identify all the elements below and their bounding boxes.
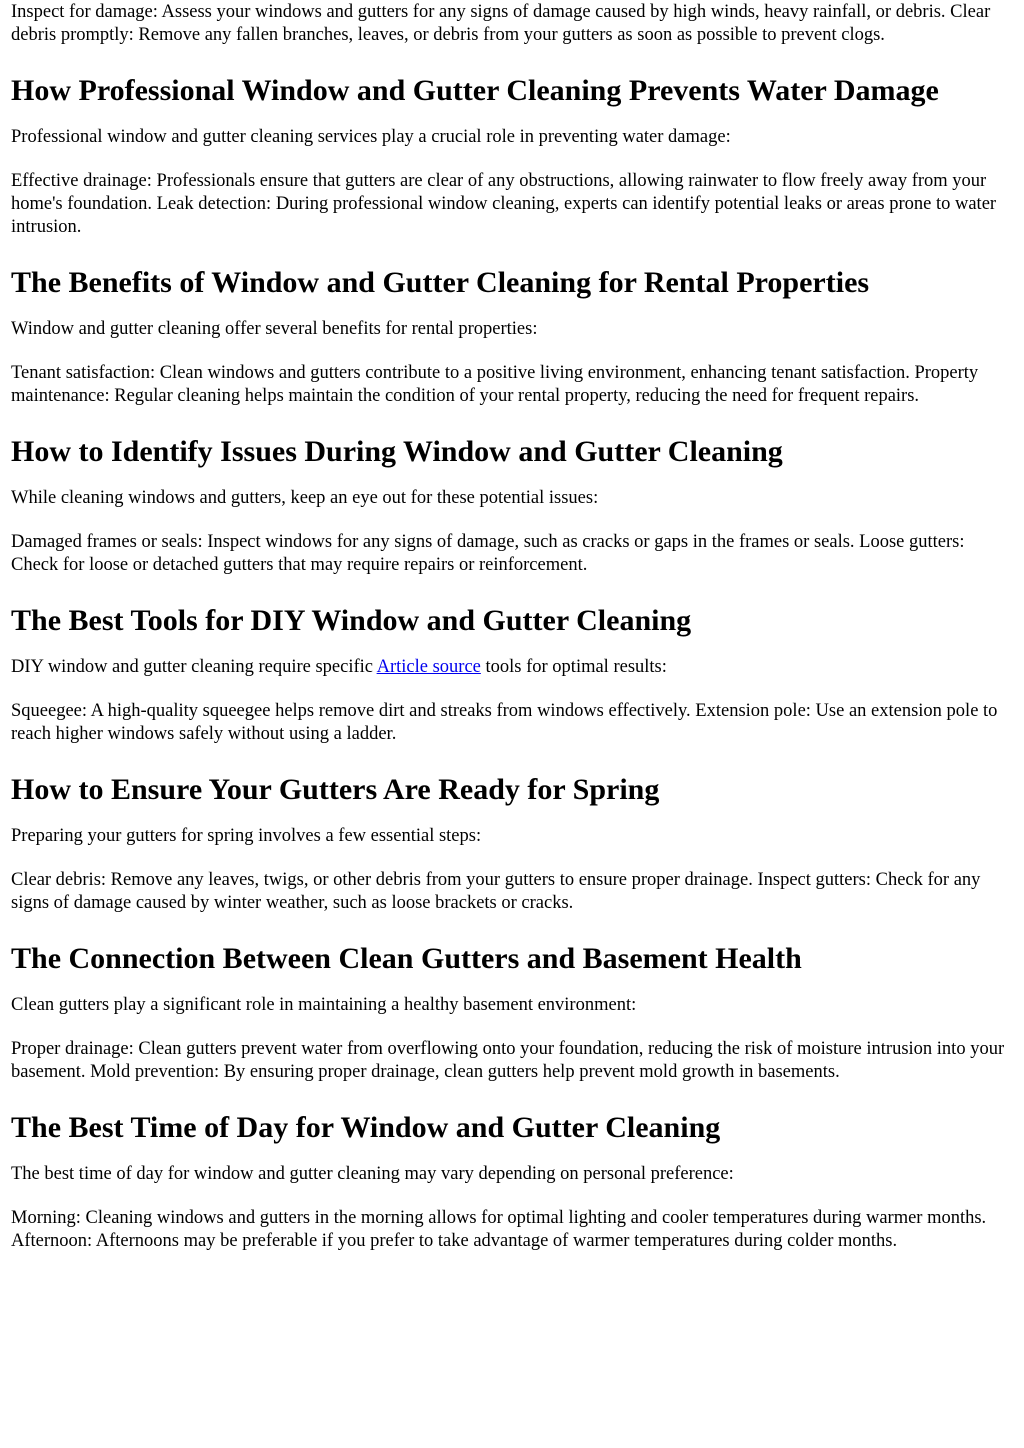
section-body-paragraph: Proper drainage: Clean gutters prevent water from overflowing onto your foundation, reducing the risk of moisture intrusion into your basement. Mold prevention: By ensuring proper drainage, clean gutters help prevent mold growth in basements.	[11, 1039, 1005, 1082]
section-best-time-of-day	[11, 1111, 1015, 1253]
section-lead-paragraph: Professional window and gutter cleaning services play a crucial role in preventing water damage:	[11, 127, 731, 147]
section-lead-paragraph: The best time of day for window and gutter cleaning may vary depending on personal preference:	[11, 1164, 734, 1184]
section-body-paragraph: Squeegee: A high-quality squeegee helps remove dirt and streaks from windows effectively. Extension pole: Use an extension pole to reach higher windows safely without using a ladder.	[11, 701, 998, 744]
section-rental-properties	[11, 266, 1015, 408]
section-lead-paragraph: Clean gutters play a significant role in maintaining a healthy basement environment:	[11, 995, 637, 1015]
section-body-paragraph: Damaged frames or seals: Inspect windows for any signs of damage, such as cracks or gaps in the frames or seals. Loose gutters: Check for loose or detached gutters that may require repairs or reinforcement.	[11, 532, 965, 575]
section-diy-tools	[11, 604, 1015, 746]
section-heading: How Professional Window and Gutter Cleaning Prevents Water Damage	[11, 74, 939, 107]
section-heading: The Best Time of Day for Window and Gutter Cleaning	[11, 1111, 721, 1144]
section-lead-paragraph: Preparing your gutters for spring involves a few essential steps:	[11, 826, 482, 846]
section-heading: How to Ensure Your Gutters Are Ready for Spring	[11, 773, 660, 806]
section-heading: How to Identify Issues During Window and Gutter Cleaning	[11, 435, 783, 468]
section-body-paragraph: Effective drainage: Professionals ensure that gutters are clear of any obstructions, allowing rainwater to flow freely away from your home's foundation. Leak detection: During professional window cleaning, experts can identify potential leaks or areas prone to water intrusion.	[11, 171, 997, 237]
lead-text-after-link: tools for optimal results:	[480, 657, 667, 677]
section-heading: The Connection Between Clean Gutters and Basement Health	[11, 942, 802, 975]
intro-paragraph: Inspect for damage: Assess your windows and gutters for any signs of damage caused by high winds, heavy rainfall, or debris. Clear debris promptly: Remove any fallen branches, leaves, or debris from your gutters as soon as possible to prevent clogs.	[11, 2, 991, 45]
article-source-link[interactable]: Article source	[376, 657, 481, 677]
section-spring-gutters	[11, 773, 1015, 915]
section-heading: The Benefits of Window and Gutter Cleaning for Rental Properties	[11, 266, 870, 299]
section-identify-issues	[11, 435, 1015, 577]
section-heading: The Best Tools for DIY Window and Gutter Cleaning	[11, 604, 692, 637]
section-basement-health	[11, 942, 1015, 1084]
lead-text-before-link: DIY window and gutter cleaning require specific	[11, 657, 377, 677]
section-body-paragraph: Morning: Cleaning windows and gutters in the morning allows for optimal lighting and cooler temperatures during warmer months. Afternoon: Afternoons may be preferable if you prefer to take advantage of warmer temperatures during colder months.	[11, 1208, 987, 1251]
section-lead-paragraph: While cleaning windows and gutters, keep an eye out for these potential issues:	[11, 488, 599, 508]
section-body-paragraph: Clear debris: Remove any leaves, twigs, or other debris from your gutters to ensure proper drainage. Inspect gutters: Check for any signs of damage caused by winter weather, such as loose brackets or cracks.	[11, 870, 981, 913]
section-professional-cleaning	[11, 74, 1015, 239]
section-body-paragraph: Tenant satisfaction: Clean windows and gutters contribute to a positive living environment, enhancing tenant satisfaction. Property maintenance: Regular cleaning helps maintain the condition of your rental property, reducing the need for frequent repairs.	[11, 363, 979, 406]
section-lead-paragraph: Window and gutter cleaning offer several benefits for rental properties:	[11, 319, 538, 339]
section-lead-paragraph	[11, 656, 1015, 679]
